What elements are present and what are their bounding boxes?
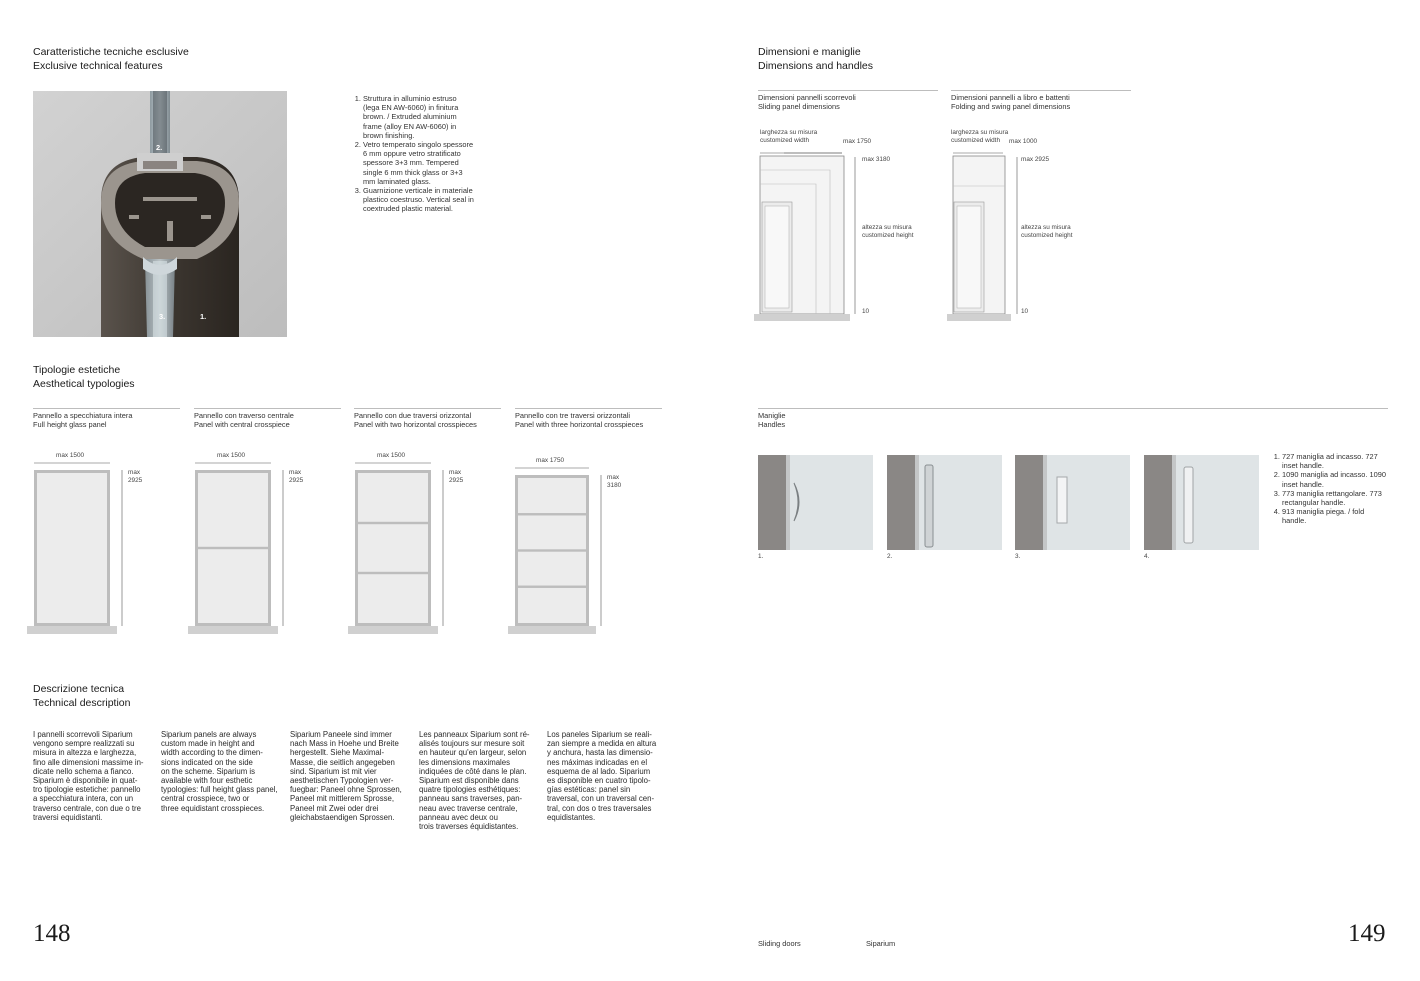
sliding-base: 10 [862,308,870,315]
frame-profile [887,455,915,550]
frame-profile [758,455,786,550]
floor-base [508,626,596,634]
crosspiece [358,572,428,574]
typology-label-en: Panel with three horizontal crosspieces [515,420,644,430]
sliding-height-max: max 3180 [862,156,891,163]
frame-edge [915,455,919,550]
crosspiece [358,522,428,524]
crosspiece [518,513,586,515]
divider [33,408,180,409]
folding-height-label [1021,224,1073,240]
panel-glass [37,473,107,623]
typology-label-it: Pannello con due traversi orizzontal [354,411,472,420]
frame-edge [1043,455,1047,550]
typology-label-it: Pannello con tre traversi orizzontali [515,411,631,420]
folding-base: 10 [1021,308,1029,315]
fold-handle-icon [1184,467,1193,543]
divider [194,408,341,409]
description-title-en: Technical description [33,697,131,709]
features-list [353,94,475,214]
features-heading [33,45,189,73]
crosspiece [518,549,586,551]
footer-product: Siparium [866,939,896,948]
handle-caption: 4. [1144,553,1150,560]
handle-item: 2. 1090 maniglia ad incasso. 1090 inset handle. [1282,470,1387,488]
typology-label-en: Panel with two horizontal crosspieces [354,420,477,430]
typology-height-label-b: 2925 [449,477,464,484]
feature-item: 1. Struttura in alluminio estruso (lega EN AW-6060) in finitura brown. / Extruded aluminium frame (alloy EN AW-6060) in brown finishing. [363,94,475,140]
typology-drawing [508,450,643,640]
sliding-width-max: max 1750 [843,138,872,145]
width-label-en: customized width [760,137,810,144]
rectangular-handle-icon [1057,477,1067,523]
typology-width-label: max 1500 [377,452,406,459]
frame-edge [786,455,790,550]
handles-title-en: Handles [758,420,786,430]
typology-drawing [348,450,483,640]
height-label-it: altezza su misura [1021,224,1071,231]
folding-width-max: max 1000 [1009,138,1038,145]
feature-item: 2. Vetro temperato singolo spessore 6 mm oppure vetro stratificato spessore 3+3 mm. Tempered single 6 mm thick glass or 3+3 mm laminated glass. [363,140,475,186]
sliding-width-label [760,129,817,145]
callout-3: 3. [159,312,166,321]
divider [354,408,501,409]
panel-glass [358,473,428,623]
folding-label-it: Dimensioni pannelli a libro e battenti [951,93,1070,102]
feature-item: 3. Guarnizione verticale in materiale plastico coestruso. Vertical seal in coextruded plastic material. [363,186,475,214]
typology-height-label-b: 2925 [289,477,304,484]
typology-label-it: Pannello con traverso centrale [194,411,294,420]
height-label-en: customized height [1021,232,1073,239]
typologies-title-it: Tipologie estetiche [33,364,121,376]
floor-base [348,626,438,634]
profile-section-photo [33,91,287,337]
width-label-it: larghezza su misura [760,129,818,136]
handle-photo-4 [1144,455,1259,550]
handle-caption: 2. [887,553,893,560]
features-title-en: Exclusive technical features [33,60,163,72]
frame-edge [1172,455,1176,550]
folding-height-max: max 2925 [1021,156,1050,163]
folding-width-label [951,129,1008,145]
slot-handle-icon [925,465,933,547]
typology-width-label: max 1500 [56,452,85,459]
typology-height-label-b: 2925 [128,477,143,484]
crosspiece [518,586,586,588]
typology-height-label [607,474,621,490]
folding-dimensions-label [951,93,1070,111]
folding-label-en: Folding and swing panel dimensions [951,102,1071,112]
typology-width-label: max 1500 [217,452,246,459]
features-title-it: Caratteristiche tecniche esclusive [33,46,189,58]
typology-width-label: max 1750 [536,457,565,464]
handle-photo-3 [1015,455,1130,550]
frame-profile [1144,455,1172,550]
height-label-en: customized height [862,232,914,239]
typology-drawing [188,450,323,640]
typology-height-label [289,469,303,485]
folding-dimension-drawing [945,126,1125,326]
callout-2: 2. [156,143,163,152]
divider [758,408,1388,409]
typology-label-it: Pannello a specchiatura intera [33,411,133,420]
sliding-dimensions-label [758,93,856,111]
handle-caption: 1. [758,553,764,560]
typology-label-1 [33,411,132,429]
handles-list [1272,452,1387,526]
divider [758,90,938,91]
description-col-it: I pannelli scorrevoli Siparium vengono sempre realizzati su misura in altezza e larghezza, fino alle dimensioni massime in- dicate nello schema a fianco. Siparium è disponibile in quat- tro tipologie estetiche: pannello a specchiatura intera, con un traverso centrale, con due o tre traversi equidistanti. [33,730,144,822]
handle-item: 4. 913 maniglia piega. / fold handle. [1282,507,1387,525]
sliding-label-en: Sliding panel dimensions [758,102,840,112]
callout-1: 1. [200,312,207,321]
dimensions-title-en: Dimensions and handles [758,60,873,72]
height-label-it: altezza su misura [862,224,912,231]
handle-photo-2 [887,455,1002,550]
floor-base [188,626,278,634]
description-col-es: Los paneles Siparium se reali- zan siempre a medida en altura y anchura, hasta las dimensio- nes máximas indicadas en el esquema de al lado. Siparium es disponible en cuatro tipolo- gías estéticas: panel sin traversal, con un traversal cen- tral, con dos o tres traversales equidistantes. [547,730,657,822]
dimensions-heading [758,45,873,73]
typology-label-en: Full height glass panel [33,420,107,430]
typology-label-2 [194,411,294,429]
description-col-en: Siparium panels are always custom made in height and width according to the dimen- sions indicated on the side on the scheme. Siparium is available with four esthetic typologies: full height glass panel, central crosspiece, two or three equidistant crosspieces. [161,730,278,813]
divider [951,90,1131,91]
typology-height-label-a: max [289,469,302,476]
footer-section: Sliding doors [758,939,801,948]
typology-height-label-a: max [449,469,462,476]
typology-height-label [128,469,142,485]
sliding-label-it: Dimensioni pannelli scorrevoli [758,93,856,102]
handle-item: 1. 727 maniglia ad incasso. 727 inset handle. [1282,452,1387,470]
handle-caption: 3. [1015,553,1021,560]
typology-label-en: Panel with central crosspiece [194,420,290,430]
description-heading [33,682,130,710]
width-label-it: larghezza su misura [951,129,1009,136]
divider [515,408,662,409]
handle-item: 3. 773 maniglia rettangolare. 773 rectangular handle. [1282,489,1387,507]
dimensions-title-it: Dimensioni e maniglie [758,46,861,58]
floor-base [27,626,117,634]
description-col-de: Siparium Paneele sind immer nach Mass in Hoehe und Breite hergestellt. Siehe Maximal- Masse, die seitlich angegeben sind. Siparium ist mit vier aesthetischen Typologien ver- fuegbar: Paneel ohne Sprossen, Paneel mit mittlerem Sprosse, Paneel mit Zwei oder drei gleichabstaendigen Sprossen. [290,730,402,822]
typology-label-4 [515,411,643,429]
page-number-left: 148 [33,920,71,947]
sliding-height-label [862,224,914,240]
page-number-right: 149 [1348,920,1386,947]
width-label-en: customized width [951,137,1001,144]
typology-height-label-a: max [128,469,141,476]
description-title-it: Descrizione tecnica [33,683,125,695]
crosspiece [198,547,268,549]
description-col-fr: Les panneaux Siparium sont ré- alisés toujours sur mesure soit en hauteur qu'en largeur, selon les dimensions maximales indiquées de côté dans le plan. Siparium est disponible dans quatre tipologies esthétiques: panneau sans traverses, pan- neau avec traverse centrale, panneau avec deux ou trois traverses équidistantes. [419,730,530,832]
typologies-heading [33,363,135,391]
typology-label-3 [354,411,477,429]
typology-height-label [449,469,463,485]
handles-heading [758,411,786,429]
sliding-dimension-drawing [752,126,932,326]
frame-profile [1015,455,1043,550]
typology-drawing [27,450,162,640]
typologies-title-en: Aesthetical typologies [33,378,135,390]
handle-photo-1 [758,455,873,550]
handles-title-it: Maniglie [758,411,786,420]
typology-height-label-b: 3180 [607,482,622,489]
typology-height-label-a: max [607,474,620,481]
